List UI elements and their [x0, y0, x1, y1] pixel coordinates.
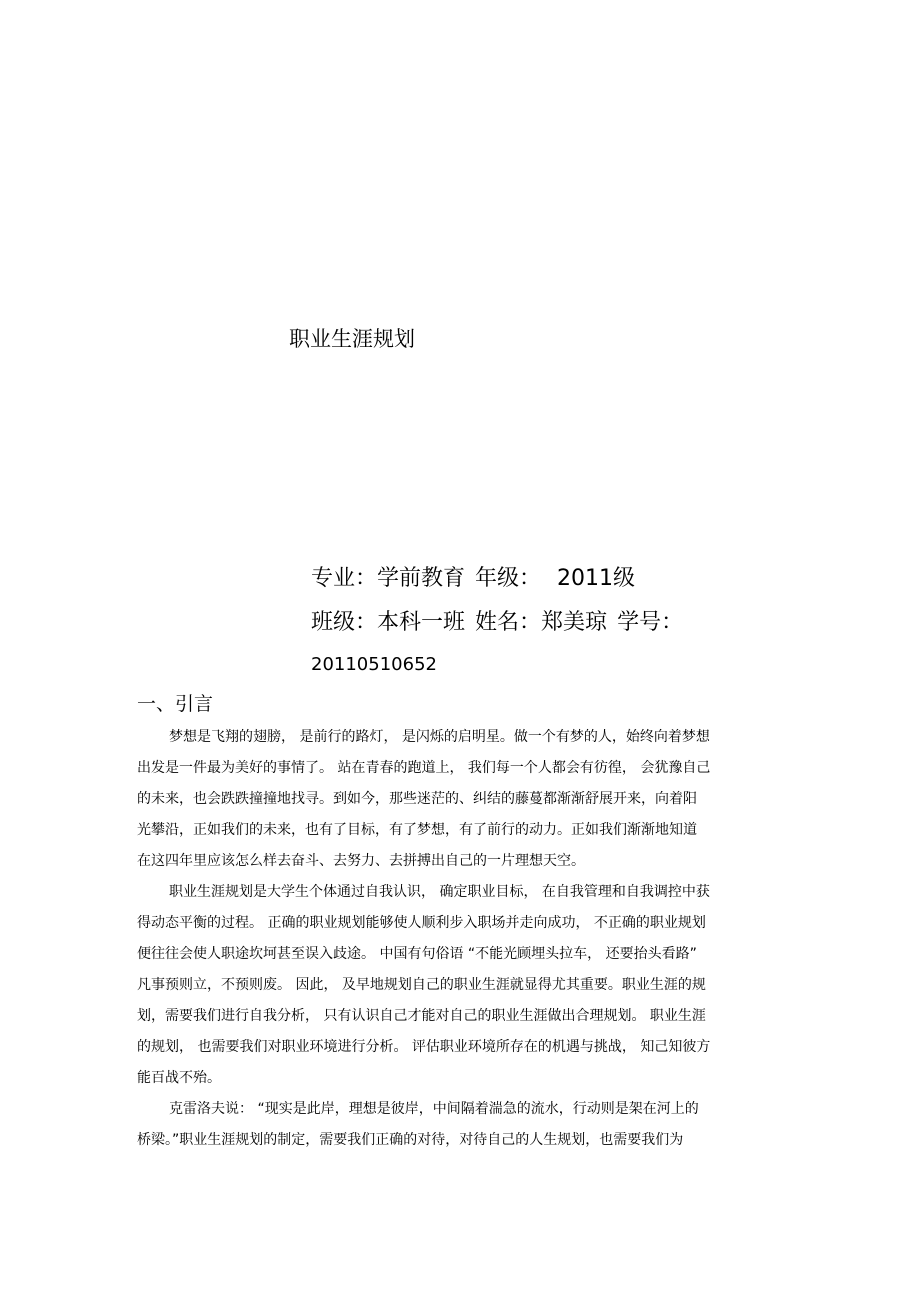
body-line: 梦想是飞翔的翅膀， 是前行的路灯， 是闪烁的启明星。做一个有梦的人，始终向着梦想 [169, 729, 710, 745]
info-line-class-name [311, 609, 683, 637]
body-line: 桥梁。”职业生涯规划的制定，需要我们正确的对待，对待自己的人生规划，也需要我们为 [137, 1132, 684, 1148]
info-line-id [311, 651, 683, 679]
name-label: 姓名： [475, 610, 542, 635]
body-line: 出发是一件最为美好的事情了。 站在青春的跑道上， 我们每一个人都会有彷徨， 会犹豫自己 [137, 760, 711, 776]
body-line: 能百战不殆。 [137, 1070, 221, 1086]
section-heading-intro: 一、引言 [137, 693, 214, 715]
grade-value: 2011级 [557, 566, 636, 591]
class-label: 班级： [311, 610, 378, 635]
body-line: 划，需要我们进行自我分析， 只有认识自己才能对自己的职业生涯做出合理规划。 职业生涯 [137, 1008, 706, 1024]
name-value: 郑美琼 [541, 610, 608, 635]
body-line: 凡事预则立，不预则废。 因此， 及早地规划自己的职业生涯就显得尤其重要。职业生涯的规 [137, 977, 706, 993]
info-line-major-grade [311, 565, 683, 593]
body-line: 职业生涯规划是大学生个体通过自我认识， 确定职业目标， 在自我管理和自我调控中获 [169, 884, 710, 900]
major-label: 专业： [311, 566, 378, 591]
body-line: 的未来，也会跌跌撞撞地找寻。到如今，那些迷茫的、纠结的藤蔓都渐渐舒展开来，向着阳 [137, 791, 697, 807]
id-value: 20110510652 [311, 654, 437, 675]
id-label: 学号： [617, 610, 684, 635]
body-line: 便往往会使人职途坎坷甚至误入歧途。 中国有句俗语 “不能光顾埋头拉车， 还要抬头看路” [137, 946, 697, 962]
major-value: 学前教育 [377, 566, 466, 591]
body-line: 得动态平衡的过程。 正确的职业规划能够使人顺利步入职场并走向成功， 不正确的职业规划 [137, 915, 706, 931]
class-value: 本科一班 [377, 610, 466, 635]
body-line: 的规划， 也需要我们对职业环境进行分析。 评估职业环境所存在的机遇与挑战， 知己知彼方 [137, 1039, 711, 1055]
student-info [311, 565, 683, 695]
body-line: 光攀沿，正如我们的未来，也有了目标，有了梦想，有了前行的动力。正如我们渐渐地知道 [137, 822, 697, 838]
grade-label: 年级： [475, 566, 542, 591]
body-line: 在这四年里应该怎么样去奋斗、去努力、去拼搏出自己的一片理想天空。 [137, 853, 585, 869]
document-title: 职业生涯规划 [289, 327, 415, 351]
body-line: 克雷洛夫说： “现实是此岸，理想是彼岸，中间隔着湍急的流水，行动则是架在河上的 [169, 1101, 699, 1117]
